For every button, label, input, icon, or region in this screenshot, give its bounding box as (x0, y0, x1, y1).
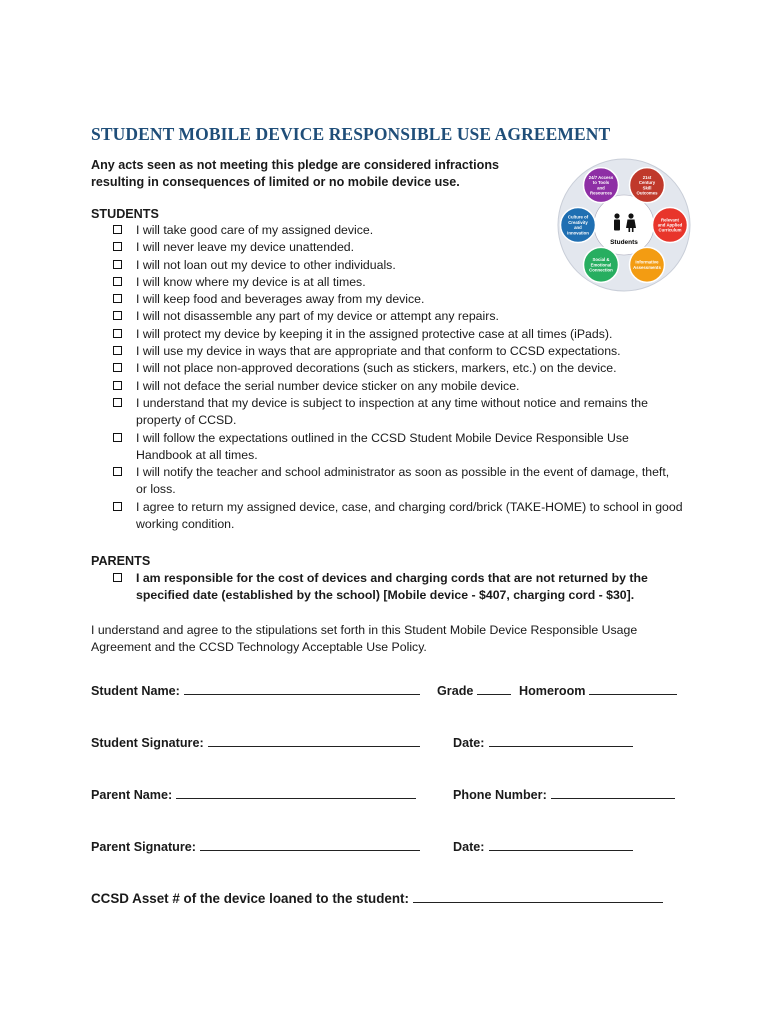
students-heading: STUDENTS (91, 207, 159, 221)
checklist-item (113, 360, 683, 377)
parent-signature-field[interactable] (91, 839, 420, 854)
graphic-segment-label: Social & Emotional Connection (589, 257, 613, 273)
parent-name-line[interactable] (176, 787, 416, 799)
grade-line[interactable] (477, 683, 511, 695)
graphic-segment-label: Relevant and Applied Curriculum (657, 217, 683, 233)
checklist-item (113, 239, 683, 256)
checkbox-icon[interactable] (113, 294, 122, 303)
checklist-item (113, 464, 683, 499)
checklist-item (113, 430, 683, 465)
checklist-item-text: I will take good care of my assigned device. (136, 223, 374, 237)
student-signature-field[interactable] (91, 735, 420, 750)
checkbox-icon[interactable] (113, 346, 122, 355)
student-signature-label: Student Signature: (91, 736, 204, 750)
asset-number-line[interactable] (413, 891, 663, 903)
parent-date-line[interactable] (489, 839, 633, 851)
homeroom-field[interactable] (519, 683, 677, 698)
checklist-item-text: I understand that my device is subject to inspection at any time without notice and remains the property of CCSD. (136, 395, 648, 428)
parent-name-label: Parent Name: (91, 788, 173, 802)
checklist-item (113, 291, 683, 308)
checkbox-icon[interactable] (113, 573, 122, 582)
checkbox-icon[interactable] (113, 329, 122, 338)
checklist-item (113, 378, 683, 395)
checkbox-icon[interactable] (113, 277, 122, 286)
phone-number-field[interactable] (453, 787, 675, 802)
checkbox-icon[interactable] (113, 467, 122, 476)
checklist-item (113, 499, 683, 534)
checklist-item-text: I will keep food and beverages away from my device. (136, 292, 425, 307)
checklist-item-text: I will not deface the serial number device sticker on any mobile device. (136, 378, 520, 393)
checklist-item-text: I will not loan out my device to other individuals. (136, 257, 396, 272)
checklist-item-text: I will follow the expectations outlined in the CCSD Student Mobile Device Responsible Use Handbook at all times. (136, 430, 629, 462)
student-date-line[interactable] (489, 735, 633, 747)
homeroom-label: Homeroom (519, 684, 586, 698)
graphic-segment-label: Informative Assessments (633, 259, 661, 270)
checklist-item (113, 395, 683, 430)
graphic-segment-label: Culture of Creativity and Innovation (567, 214, 589, 236)
student-name-line[interactable] (184, 683, 420, 695)
parent-signature-line[interactable] (200, 839, 420, 851)
parents-checklist (113, 570, 683, 605)
checkbox-icon[interactable] (113, 225, 122, 234)
checklist-item-text: I agree to return my assigned device, case, and charging cord/brick (TAKE-HOME) to school in good working condition. (136, 499, 683, 532)
agreement-statement: I understand and agree to the stipulations set forth in this Student Mobile Device Responsible Usage Agreement and the CCSD Technology Acceptable Use Policy. (91, 623, 638, 655)
checkbox-icon[interactable] (113, 398, 122, 407)
checkbox-icon[interactable] (113, 433, 122, 442)
checklist-item (113, 308, 683, 325)
student-name-field[interactable] (91, 683, 420, 698)
asset-number-label: CCSD Asset # of the device loaned to the student: (91, 891, 409, 906)
graphic-segment-label: 21st Century Skill Outcomes (636, 174, 658, 196)
checkbox-icon[interactable] (113, 260, 122, 269)
student-date-field[interactable] (453, 735, 633, 750)
checkbox-icon[interactable] (113, 381, 122, 390)
student-signature-line[interactable] (208, 735, 420, 747)
checklist-item-text: I am responsible for the cost of devices and charging cords that are not returned by the specified date (established by the school) [Mobile device - $407, charging cord - $30]. (136, 571, 648, 603)
graphic-segment-label: 24/7 Access to Tools and Resources (588, 174, 614, 196)
checklist-item (113, 257, 683, 274)
checkbox-icon[interactable] (113, 502, 122, 511)
checklist-item-text: I will protect my device by keeping it in the assigned protective case at all times (iPads). (136, 326, 613, 341)
students-checklist (113, 222, 683, 533)
grade-field[interactable] (437, 683, 511, 698)
checkbox-icon[interactable] (113, 311, 122, 320)
phone-number-label: Phone Number: (453, 788, 547, 802)
checklist-item (113, 222, 683, 239)
parent-date-label: Date: (453, 840, 485, 854)
checklist-item-text: I will notify the teacher and school administrator as soon as possible in the event of damage, theft, or loss. (136, 465, 670, 497)
phone-number-line[interactable] (551, 787, 675, 799)
checklist-item-text: I will not place non-approved decorations (such as stickers, markers, etc.) on the device. (136, 361, 617, 376)
parent-name-field[interactable] (91, 787, 416, 802)
checklist-item (113, 326, 683, 343)
asset-number-field[interactable] (91, 891, 663, 906)
checklist-item-text: I will know where my device is at all times. (136, 274, 366, 289)
checklist-item (113, 343, 683, 360)
checkbox-icon[interactable] (113, 242, 122, 251)
checklist-item (113, 274, 683, 291)
page-title: STUDENT MOBILE DEVICE RESPONSIBLE USE AGREEMENT (91, 124, 611, 144)
student-name-label: Student Name: (91, 684, 180, 698)
homeroom-line[interactable] (589, 683, 677, 695)
checklist-item-text: I will never leave my device unattended. (136, 240, 355, 255)
parent-date-field[interactable] (453, 839, 633, 854)
intro-text: Any acts seen as not meeting this pledge are considered infractions resulting in consequences of limited or no mobile device use. (91, 158, 500, 189)
checklist-item-text: I will not disassemble any part of my device or attempt any repairs. (136, 309, 499, 324)
checklist-item (113, 570, 683, 605)
checklist-item-text: I will use my device in ways that are appropriate and that conform to CCSD expectations. (136, 344, 621, 359)
checkbox-icon[interactable] (113, 363, 122, 372)
parents-heading: PARENTS (91, 554, 151, 568)
student-date-label: Date: (453, 736, 485, 750)
parent-signature-label: Parent Signature: (91, 840, 196, 854)
graphic-center-label: Students (610, 239, 638, 246)
grade-label: Grade (437, 684, 474, 698)
